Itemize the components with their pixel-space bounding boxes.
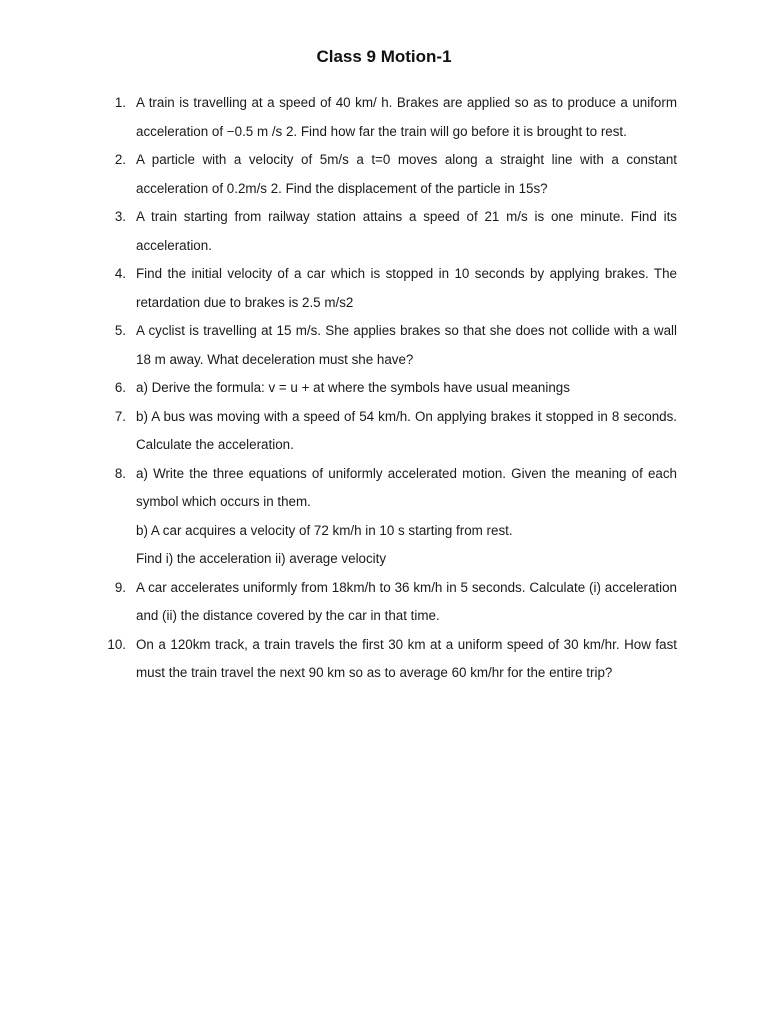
question-subpart: b) A car acquires a velocity of 72 km/h in 10 s starting from rest. — [136, 522, 513, 538]
question-number: 5. — [114, 323, 126, 338]
question-number: 2. — [114, 152, 126, 167]
question-number: 4. — [114, 266, 126, 281]
question-number: 3. — [114, 209, 126, 224]
question-text: A car accelerates uniformly from 18km/h to 36 km/h in 5 seconds. Calculate (i) acceleration and (ii) the distance covered by the car in that time. — [136, 579, 677, 623]
page-title: Class 9 Motion-1 — [316, 47, 452, 66]
question-number: 10. — [107, 636, 126, 652]
question-subpart: Find i) the acceleration ii) average velocity — [136, 551, 387, 566]
question-text: A particle with a velocity of 5m/s a t=0 moves along a straight line with a constant acceleration of 0.2m/s 2. Find the displacement of the particle in 15s? — [136, 152, 677, 196]
question-text: a) Write the three equations of uniformly accelerated motion. Given the meaning of each symbol which occurs in them. — [136, 465, 677, 509]
question-number: 7. — [114, 408, 126, 424]
question-item — [0, 89, 768, 146]
question-number: 6. — [114, 380, 126, 395]
question-item — [0, 403, 768, 460]
question-text: Find the initial velocity of a car which is stopped in 10 seconds by applying brakes. The retardation due to brakes is 2.5 m/s2 — [136, 266, 677, 310]
question-item — [0, 374, 768, 403]
question-number: 9. — [114, 579, 126, 595]
question-item — [0, 631, 768, 688]
question-item — [0, 146, 768, 203]
question-number: 8. — [114, 465, 126, 481]
question-item — [0, 317, 768, 374]
question-text: A train starting from railway station attains a speed of 21 m/s is one minute. Find its acceleration. — [136, 209, 677, 253]
question-item — [0, 260, 768, 317]
question-text: b) A bus was moving with a speed of 54 km/h. On applying brakes it stopped in 8 seconds. Calculate the acceleration. — [136, 408, 677, 452]
question-text: a) Derive the formula: v = u + at where the symbols have usual meanings — [136, 380, 570, 395]
question-item — [0, 203, 768, 260]
question-list — [0, 89, 768, 688]
question-text: A train is travelling at a speed of 40 km/ h. Brakes are applied so as to produce a uniform acceleration of −0.5 m /s 2. Find how far the train will go before it is brought to rest. — [136, 95, 677, 139]
question-text: A cyclist is travelling at 15 m/s. She applies brakes so that she does not collide with a wall 18 m away. What deceleration must she have? — [136, 323, 677, 367]
question-number: 1. — [114, 95, 126, 110]
question-item — [0, 574, 768, 631]
question-text: On a 120km track, a train travels the first 30 km at a uniform speed of 30 km/hr. How fast must the train travel the next 90 km so as to average 60 km/hr for the entire trip? — [136, 636, 677, 680]
question-item — [0, 460, 768, 517]
